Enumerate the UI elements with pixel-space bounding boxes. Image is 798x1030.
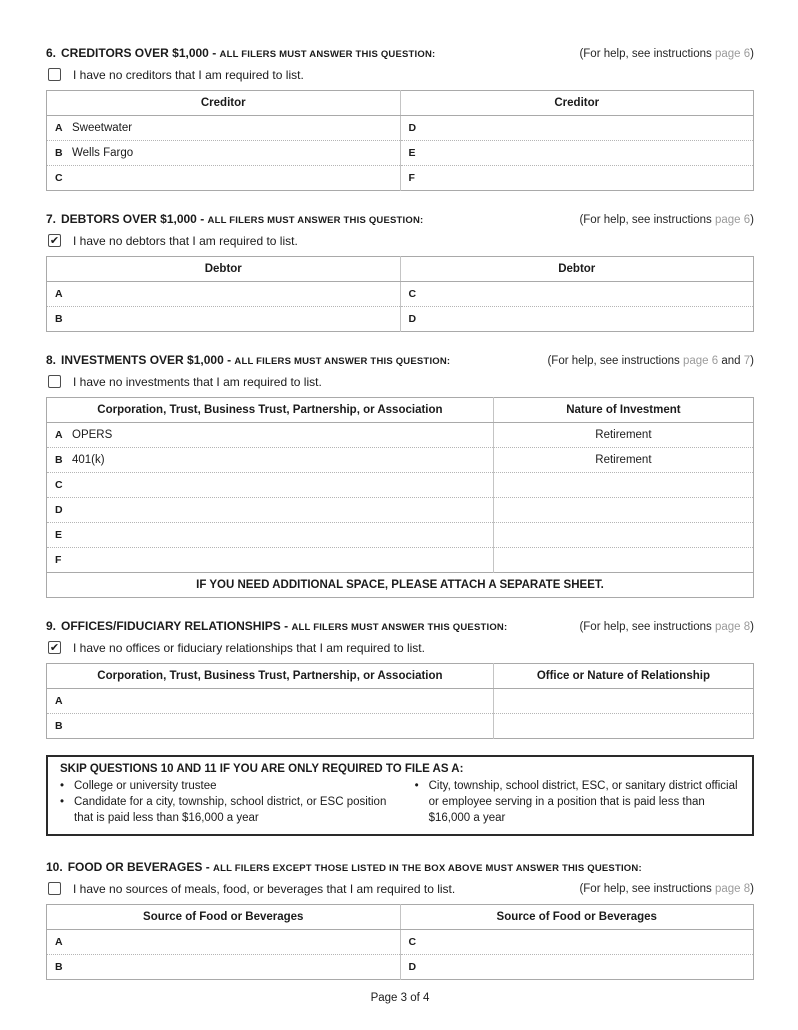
food-source-cell-a[interactable] xyxy=(47,930,401,955)
list-item xyxy=(60,794,405,826)
page-number: Page 3 of 4 xyxy=(370,992,430,1004)
title-separator: - xyxy=(196,212,208,226)
section-title xyxy=(46,212,423,226)
help-page-link[interactable]: page 6 xyxy=(682,355,719,367)
column-header-debtor-right: Debtor xyxy=(400,257,754,282)
list-item xyxy=(60,778,405,794)
debtors-table xyxy=(46,256,754,332)
help-text xyxy=(547,355,754,367)
help-prefix: (For help, see instructions xyxy=(579,214,715,226)
section-title-text: INVESTMENTS OVER $1,000 xyxy=(61,353,224,367)
skip-instructions-box xyxy=(46,755,754,836)
table-row xyxy=(47,141,754,166)
table-row xyxy=(47,282,754,307)
office-nature-cell-b[interactable] xyxy=(493,714,753,739)
help-suffix: ) xyxy=(750,882,754,895)
section-debtors xyxy=(46,212,754,332)
food-source-cell-b[interactable] xyxy=(47,955,401,980)
title-separator: - xyxy=(202,860,214,874)
section-header xyxy=(46,619,754,633)
cell-value: Retirement xyxy=(595,429,652,441)
section-header xyxy=(46,353,754,367)
row-letter: D xyxy=(55,504,63,516)
table-row xyxy=(47,523,754,548)
help-text xyxy=(579,621,754,633)
row-letter: F xyxy=(408,172,415,184)
table-row xyxy=(47,423,754,448)
help-suffix: ) xyxy=(750,621,754,633)
investment-nature-cell-c[interactable] xyxy=(493,473,753,498)
help-page-link[interactable]: page 8 xyxy=(714,882,751,895)
debtor-cell-c[interactable] xyxy=(400,282,754,307)
column-header-corporation: Corporation, Trust, Business Trust, Partnership, or Association xyxy=(47,664,494,689)
row-letter: C xyxy=(55,479,63,491)
section-offices xyxy=(46,619,754,739)
skip-box-columns xyxy=(60,778,742,826)
table-row xyxy=(47,689,754,714)
section-title xyxy=(46,860,642,874)
additional-space-note: IF YOU NEED ADDITIONAL SPACE, PLEASE ATTACH A SEPARATE SHEET. xyxy=(47,573,754,598)
debtor-cell-d[interactable] xyxy=(400,307,754,332)
food-source-cell-d[interactable] xyxy=(400,955,754,980)
section-title xyxy=(46,353,450,367)
skip-box-right-column xyxy=(415,778,742,826)
help-prefix: (For help, see instructions xyxy=(579,882,715,895)
bullet-icon: • xyxy=(60,780,65,792)
row-letter: A xyxy=(55,429,63,441)
skip-box-left-column xyxy=(60,778,415,826)
creditor-cell-f[interactable] xyxy=(400,166,754,191)
row-letter: B xyxy=(55,313,63,325)
food-beverages-table xyxy=(46,904,754,980)
no-offices-checkbox[interactable]: ✔ xyxy=(49,642,60,654)
section-qualifier: ALL FILERS MUST ANSWER THIS QUESTION: xyxy=(207,215,424,226)
no-offices-row xyxy=(46,640,754,655)
section-number: 10. xyxy=(46,860,63,874)
table-row xyxy=(47,930,754,955)
help-suffix: ) xyxy=(750,214,754,226)
section-header xyxy=(46,46,754,60)
help-suffix: ) xyxy=(750,48,754,60)
table-row xyxy=(47,548,754,573)
section-title-text: DEBTORS OVER $1,000 xyxy=(61,212,197,226)
section-number: 8. xyxy=(46,353,57,367)
row-letter: A xyxy=(55,122,63,134)
help-prefix: (For help, see instructions xyxy=(579,48,715,60)
row-letter: B xyxy=(55,720,63,732)
section-header xyxy=(46,212,754,226)
section-number: 7. xyxy=(46,212,57,226)
bullet-text: City, township, school district, ESC, or sanitary district official or employee serving in a position that is paid less than $16,000 a year xyxy=(428,780,738,824)
checkbox-label: I have no debtors that I am required to list. xyxy=(73,233,298,248)
checkbox-label: I have no sources of meals, food, or beverages that I am required to list. xyxy=(73,881,456,896)
bullet-text: Candidate for a city, township, school district, or ESC position that is paid less than $16,000 a year xyxy=(74,796,387,824)
checkbox-label: I have no creditors that I am required to list. xyxy=(73,67,304,82)
investment-name-cell-d[interactable] xyxy=(47,498,494,523)
column-header-source-left: Source of Food or Beverages xyxy=(47,905,401,930)
section-qualifier: ALL FILERS EXCEPT THOSE LISTED IN THE BOX ABOVE MUST ANSWER THIS QUESTION: xyxy=(213,863,642,874)
cell-value: Wells Fargo xyxy=(72,147,134,159)
section-qualifier: ALL FILERS MUST ANSWER THIS QUESTION: xyxy=(219,49,436,60)
investment-name-cell-e[interactable] xyxy=(47,523,494,548)
cell-value: 401(k) xyxy=(72,454,105,466)
title-separator: - xyxy=(208,46,220,60)
section-investments xyxy=(46,353,754,598)
table-header-row xyxy=(47,91,754,116)
offices-table xyxy=(46,663,754,739)
office-name-cell-a[interactable] xyxy=(47,689,494,714)
row-letter: D xyxy=(408,961,417,973)
investment-nature-cell-d[interactable] xyxy=(493,498,753,523)
creditors-table xyxy=(46,90,754,191)
no-food-checkbox[interactable] xyxy=(48,882,61,895)
row-letter: A xyxy=(55,288,63,300)
row-letter: C xyxy=(408,936,417,948)
table-header-row xyxy=(47,257,754,282)
section-header xyxy=(46,860,754,874)
help-page-link[interactable]: 7 xyxy=(743,355,751,367)
help-page-link[interactable]: page 6 xyxy=(714,214,751,226)
row-letter: E xyxy=(408,147,416,159)
table-header-row xyxy=(47,905,754,930)
table-row xyxy=(47,714,754,739)
table-header-row xyxy=(47,398,754,423)
office-nature-cell-a[interactable] xyxy=(493,689,753,714)
section-qualifier: ALL FILERS MUST ANSWER THIS QUESTION: xyxy=(291,622,508,633)
no-food-row xyxy=(46,881,754,896)
section-creditors xyxy=(46,46,754,191)
column-header-creditor-right: Creditor xyxy=(400,91,754,116)
creditor-cell-b[interactable] xyxy=(47,141,401,166)
investments-table xyxy=(46,397,754,598)
table-row xyxy=(47,116,754,141)
help-suffix: ) xyxy=(750,355,754,367)
debtor-cell-b[interactable] xyxy=(47,307,401,332)
column-header-creditor-left: Creditor xyxy=(47,91,401,116)
checkbox-label: I have no investments that I am required to list. xyxy=(73,374,322,389)
row-letter: A xyxy=(55,695,63,707)
help-mid: and xyxy=(718,355,744,367)
no-debtors-checkbox[interactable]: ✔ xyxy=(49,235,60,247)
skip-box-title: SKIP QUESTIONS 10 AND 11 IF YOU ARE ONLY REQUIRED TO FILE AS A: xyxy=(60,763,464,775)
creditor-cell-d[interactable] xyxy=(400,116,754,141)
checkbox-label: I have no offices or fiduciary relationships that I am required to list. xyxy=(73,640,425,655)
column-header-source-right: Source of Food or Beverages xyxy=(400,905,754,930)
table-row xyxy=(47,498,754,523)
section-title-text: OFFICES/FIDUCIARY RELATIONSHIPS xyxy=(61,619,281,633)
no-investments-checkbox[interactable] xyxy=(48,375,61,388)
investment-nature-cell-e[interactable] xyxy=(493,523,753,548)
investment-nature-cell-a[interactable] xyxy=(493,423,753,448)
investment-name-cell-a[interactable] xyxy=(47,423,494,448)
table-row xyxy=(47,307,754,332)
section-food-beverages xyxy=(46,860,754,980)
bullet-icon: • xyxy=(60,796,65,808)
section-title-text: FOOD OR BEVERAGES xyxy=(67,860,203,874)
section-qualifier: ALL FILERS MUST ANSWER THIS QUESTION: xyxy=(234,356,451,367)
table-header-row xyxy=(47,664,754,689)
section-title xyxy=(46,46,435,60)
section-title-text: CREDITORS OVER $1,000 xyxy=(61,46,209,60)
column-header-office: Office or Nature of Relationship xyxy=(493,664,753,689)
investment-nature-cell-f[interactable] xyxy=(493,548,753,573)
help-text xyxy=(579,48,754,60)
row-letter: C xyxy=(55,172,63,184)
table-note-row xyxy=(47,573,754,598)
row-letter: C xyxy=(408,288,417,300)
title-separator: - xyxy=(280,619,292,633)
list-item xyxy=(415,778,742,826)
row-letter: F xyxy=(55,554,62,566)
help-page-link[interactable]: page 6 xyxy=(714,48,751,60)
investment-name-cell-f[interactable] xyxy=(47,548,494,573)
cell-value: Retirement xyxy=(595,454,652,466)
no-creditors-checkbox[interactable] xyxy=(48,68,61,81)
food-source-cell-c[interactable] xyxy=(400,930,754,955)
creditor-cell-c[interactable] xyxy=(47,166,401,191)
debtor-cell-a[interactable] xyxy=(47,282,401,307)
row-letter: B xyxy=(55,961,63,973)
section-title xyxy=(46,619,507,633)
cell-value: Sweetwater xyxy=(72,122,133,134)
column-header-debtor-left: Debtor xyxy=(47,257,401,282)
bullet-icon: • xyxy=(414,780,419,792)
cell-value: OPERS xyxy=(72,429,113,441)
help-text xyxy=(579,883,754,895)
table-row xyxy=(47,473,754,498)
row-letter: E xyxy=(55,529,63,541)
row-letter: D xyxy=(408,122,417,134)
creditor-cell-e[interactable] xyxy=(400,141,754,166)
office-name-cell-b[interactable] xyxy=(47,714,494,739)
row-letter: B xyxy=(55,454,63,466)
no-investments-row xyxy=(46,374,754,389)
row-letter: B xyxy=(55,147,63,159)
help-prefix: (For help, see instructions xyxy=(547,355,683,367)
no-creditors-row xyxy=(46,67,754,82)
help-page-link[interactable]: page 8 xyxy=(714,621,751,633)
creditor-cell-a[interactable] xyxy=(47,116,401,141)
row-letter: D xyxy=(408,313,417,325)
investment-name-cell-b[interactable] xyxy=(47,448,494,473)
title-separator: - xyxy=(223,353,235,367)
investment-nature-cell-b[interactable] xyxy=(493,448,753,473)
help-prefix: (For help, see instructions xyxy=(579,621,715,633)
table-row xyxy=(47,448,754,473)
table-row xyxy=(47,166,754,191)
help-text xyxy=(579,214,754,226)
row-letter: A xyxy=(55,936,63,948)
table-row xyxy=(47,955,754,980)
investment-name-cell-c[interactable] xyxy=(47,473,494,498)
section-number: 9. xyxy=(46,619,57,633)
column-header-corporation: Corporation, Trust, Business Trust, Partnership, or Association xyxy=(47,398,494,423)
section-number: 6. xyxy=(46,46,57,60)
column-header-nature: Nature of Investment xyxy=(493,398,753,423)
no-debtors-row xyxy=(46,233,754,248)
bullet-text: College or university trustee xyxy=(74,780,217,792)
